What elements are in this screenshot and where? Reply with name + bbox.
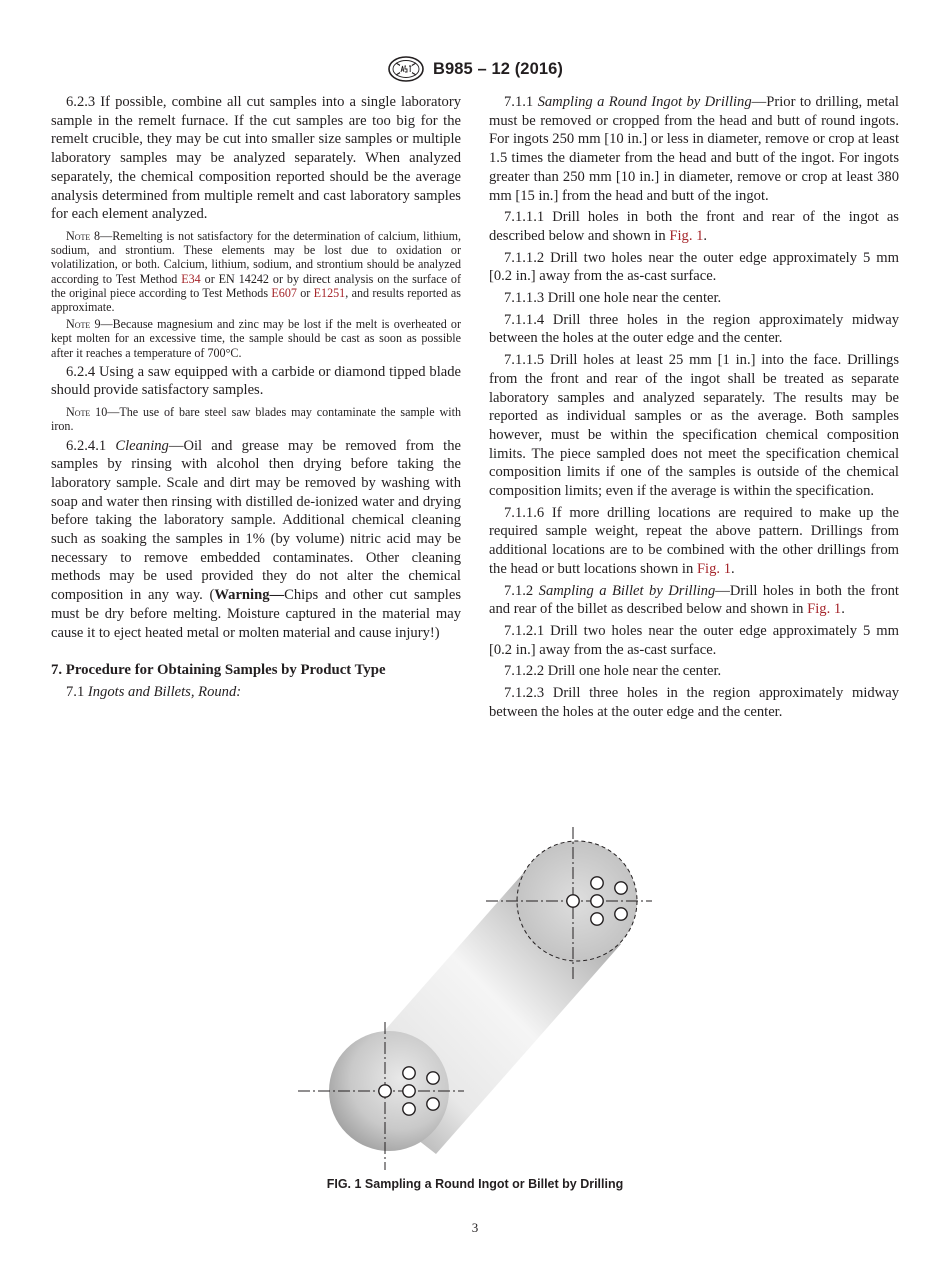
drill-hole	[403, 1067, 415, 1079]
para-7-1-2-2: 7.1.2.2 Drill one hole near the center.	[504, 663, 722, 680]
para-7-1-1-3: 7.1.1.3 Drill one hole near the center.	[504, 290, 722, 307]
right-column	[489, 93, 899, 725]
para-7-1-2: 7.1.2 Sampling a Billet by Drilling—Drill holes in both the front and rear of the billet as described below and shown in Fig. 1.	[489, 582, 899, 618]
para-7-1: 7.1 Ingots and Billets, Round:	[66, 684, 242, 700]
para-7-1-2-3: 7.1.2.3 Drill three holes in the region approximately midway between the holes at the outer edge and the center.	[489, 685, 899, 720]
para-7-1-1-6: 7.1.1.6 If more drilling locations are required to make up the required sample weight, repeat the above pattern. Drillings from additional locations are to be combined with the other drillings from the head or butt locations shown in Fig. 1.	[489, 504, 899, 577]
note-10: Note 10—The use of bare steel saw blades may contaminate the sample with iron.	[51, 405, 461, 434]
link-e1251[interactable]: E1251	[313, 285, 346, 300]
drill-hole	[615, 882, 627, 894]
para-7-1-2-1: 7.1.2.1 Drill two holes near the outer edge approximately 5 mm [0.2 in.] away from the as-cast surface.	[489, 622, 899, 658]
drill-hole	[591, 877, 603, 889]
note-label: Note	[66, 317, 91, 332]
drill-hole	[615, 908, 627, 920]
drill-hole	[403, 1103, 415, 1115]
billet-title: Sampling a Billet by Drilling	[538, 582, 716, 599]
standard-designation: B985 – 12 (2016)	[432, 59, 564, 78]
para-6-2-4-1: 6.2.4.1 Cleaning—Oil and grease may be removed from the samples by rinsing with alcohol then drying before taking the laboratory sample. Scale and dirt may be removed by washing with soap and water then rinsing with distilled de-ionized water and drying before taking the laboratory sample. Additional chemical cleaning such as soaking the samples in 1% (by volume) nitric acid may be necessary to remove embedded contaminates. Other cleaning methods may be used provided they do not alter the chemical composition in any way. (Warning—Chips and other cut samples must be dry before melting. Moisture captured in the material may cause it to eject heated metal or molten material and cause injury!)	[51, 437, 462, 641]
round-ingot-title: Sampling a Round Ingot by Drilling	[537, 94, 752, 110]
note-label: Note	[66, 228, 91, 243]
drill-hole	[403, 1085, 415, 1097]
para-7-1-1-5: 7.1.1.5 Drill holes at least 25 mm [1 in.] into the face. Drillings from the front and rear of the ingot shall be treated as separate laboratory samples and analyzed separately. The results may be reported as individual samples or as the average. Both samples however, must be within the specification chemical composition limits. The piece sampled does not meet the specification chemical composition limits if one of the samples is outside of the chemical composition limits; even if the average is within the specification.	[489, 352, 899, 500]
link-e607[interactable]: E607	[271, 285, 297, 300]
para-6-2-3: 6.2.3 If possible, combine all cut samples into a single laboratory sample in the remelt furnace. If the cut samples are too big for the remelt crucible, they may be cut into smaller size samples or multiple laboratory samples may be analyzed separately. When analyzed separately, the chemical composition reported should be the average analysis determined from multiple remelt and cast laboratory samples for each element analyzed.	[51, 94, 461, 223]
note-9: Note 9—Because magnesium and zinc may be lost if the melt is overheated or kept molten for an excessive time, the sample should be cast as soon as possible after it reaches a temperature of 700°C.	[51, 317, 461, 360]
link-e34[interactable]: E34	[181, 271, 201, 286]
note-label: Note	[66, 405, 91, 420]
drill-hole	[427, 1098, 439, 1110]
cleaning-title: Cleaning	[115, 437, 169, 454]
para-7-1-1-1: 7.1.1.1 Drill holes in both the front and rear of the ingot as described below and shown in Fig. 1.	[489, 209, 899, 244]
left-column	[51, 93, 461, 705]
para-7-1-1-4: 7.1.1.4 Drill three holes in the region approximately midway between the holes at the outer edge and the center.	[489, 311, 899, 347]
link-fig-1[interactable]: Fig. 1	[669, 227, 704, 244]
section-7-heading: 7. Procedure for Obtaining Samples by Product Type	[51, 662, 386, 679]
para-7-1-1-2: 7.1.1.2 Drill two holes near the outer edge approximately 5 mm [0.2 in.] away from the as-cast surface.	[489, 249, 899, 285]
note-8: Note 8—Remelting is not satisfactory for the determination of calcium, lithium, sodium, and strontium. These elements may be lost due to oxidation or volatilization, or both. Calcium, lithium, sodium, and strontium should be analyzed according to Test Method E34 or EN 14242 or by direct analysis on the surface of the original piece according to Test Methods E607 or E1251, and results reported as approximate.	[51, 228, 462, 314]
drill-hole	[591, 895, 603, 907]
figure-1	[290, 822, 660, 1174]
drill-hole	[427, 1072, 439, 1084]
para-7-1-1: 7.1.1 Sampling a Round Ingot by Drilling—Prior to drilling, metal must be removed or cropped from the head and butt of round ingots. For ingots 250 mm [10 in.] or less in diameter, remove or crop at least 1.5 times the diameter from the head and butt of the ingot. For ingots greater than 250 mm [10 in.] in diameter, remove or crop at least 380 mm [15 in.] from the head and butt of the ingot.	[489, 94, 899, 204]
warning-label: Warning—	[214, 587, 285, 604]
ingot-drilling-diagram	[290, 822, 660, 1174]
drill-hole	[379, 1085, 391, 1097]
drill-hole	[591, 913, 603, 925]
link-fig-1[interactable]: Fig. 1	[696, 560, 731, 577]
link-fig-1[interactable]: Fig. 1	[807, 601, 842, 618]
drill-hole	[567, 895, 579, 907]
page-number: 3	[471, 1220, 479, 1235]
para-6-2-4: 6.2.4 Using a saw equipped with a carbide or diamond tipped blade should provide satisfactory samples.	[51, 363, 461, 399]
astm-logo-icon	[387, 56, 425, 82]
figure-caption: FIG. 1 Sampling a Round Ingot or Billet by Drilling	[326, 1177, 624, 1191]
page-header	[0, 56, 950, 82]
